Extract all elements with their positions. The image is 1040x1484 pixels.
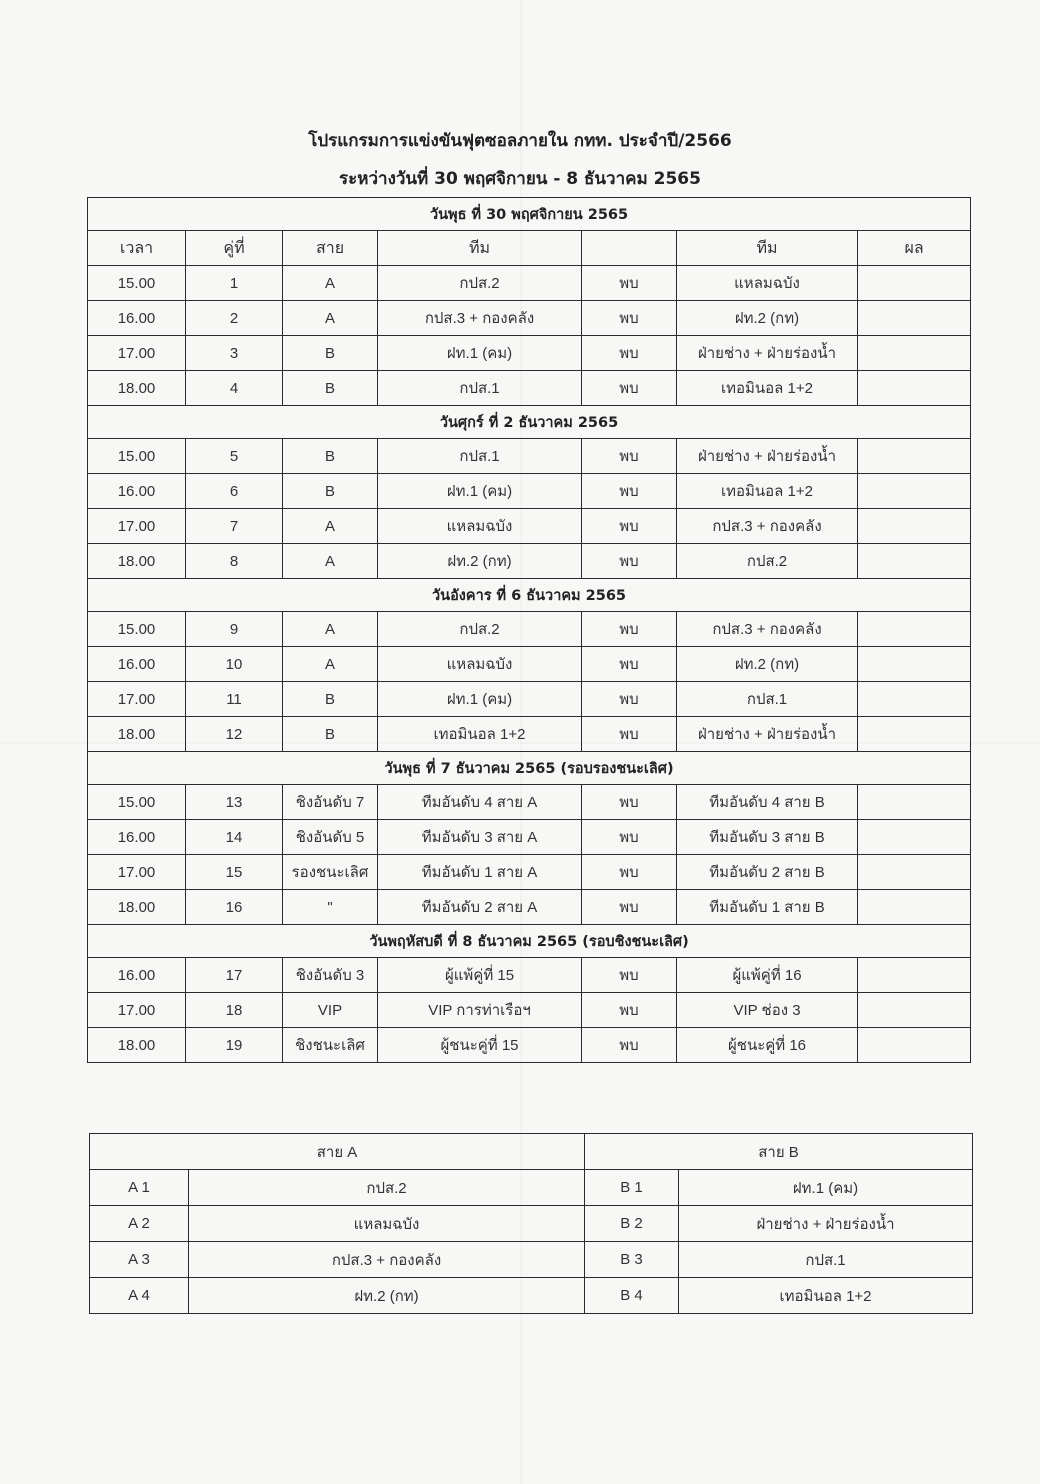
match-team-1: กปส.3 + กองคลัง [378, 301, 582, 336]
match-time: 17.00 [88, 993, 186, 1028]
match-group: B [283, 439, 378, 474]
match-team-2: เทอมินอล 1+2 [677, 474, 858, 509]
match-row [88, 371, 971, 406]
match-team-1: VIP การท่าเรือฯ [378, 993, 582, 1028]
day-header-row [88, 579, 971, 612]
match-group: A [283, 647, 378, 682]
match-team-2: ทีมอันดับ 3 สาย B [677, 820, 858, 855]
match-vs: พบ [582, 717, 677, 752]
match-row [88, 855, 971, 890]
day-label: วันศุกร์ ที่ 2 ธันวาคม 2565 [88, 406, 971, 439]
match-time: 18.00 [88, 1028, 186, 1063]
match-team-2: กปส.3 + กองคลัง [677, 509, 858, 544]
match-vs: พบ [582, 647, 677, 682]
match-vs: พบ [582, 336, 677, 371]
group-row [90, 1170, 973, 1206]
group-a-header: สาย A [90, 1134, 585, 1170]
group-b-team: ฝ่ายช่าง + ฝ่ายร่องน้ำ [679, 1206, 973, 1242]
match-row [88, 439, 971, 474]
match-team-1: กปส.1 [378, 371, 582, 406]
group-a-code: A 3 [90, 1242, 189, 1278]
match-result [858, 544, 971, 579]
match-team-1: ผู้ชนะคู่ที่ 15 [378, 1028, 582, 1063]
match-result [858, 336, 971, 371]
match-time: 18.00 [88, 717, 186, 752]
group-a-team: ฝท.2 (กท) [189, 1278, 585, 1314]
group-a-team: กปส.2 [189, 1170, 585, 1206]
match-number: 6 [186, 474, 283, 509]
group-b-team: กปส.1 [679, 1242, 973, 1278]
match-row [88, 301, 971, 336]
match-result [858, 647, 971, 682]
group-b-code: B 2 [585, 1206, 679, 1242]
column-header [582, 231, 677, 266]
day-header-row [88, 198, 971, 231]
group-row [90, 1278, 973, 1314]
column-header: เวลา [88, 231, 186, 266]
match-team-2: ผู้แพ้คู่ที่ 16 [677, 958, 858, 993]
match-group: ชิงอันดับ 7 [283, 785, 378, 820]
match-time: 17.00 [88, 855, 186, 890]
match-time: 16.00 [88, 820, 186, 855]
match-result [858, 371, 971, 406]
match-team-2: VIP ช่อง 3 [677, 993, 858, 1028]
match-team-2: กปส.1 [677, 682, 858, 717]
match-vs: พบ [582, 890, 677, 925]
match-team-1: กปส.2 [378, 266, 582, 301]
match-number: 17 [186, 958, 283, 993]
match-team-2: แหลมฉบัง [677, 266, 858, 301]
match-number: 3 [186, 336, 283, 371]
group-a-team: แหลมฉบัง [189, 1206, 585, 1242]
day-label: วันพุธ ที่ 7 ธันวาคม 2565 (รอบรองชนะเลิศ) [88, 752, 971, 785]
match-result [858, 958, 971, 993]
match-vs: พบ [582, 612, 677, 647]
match-team-1: ฝท.1 (คม) [378, 474, 582, 509]
match-time: 15.00 [88, 439, 186, 474]
match-result [858, 1028, 971, 1063]
match-result [858, 509, 971, 544]
match-vs: พบ [582, 301, 677, 336]
match-vs: พบ [582, 682, 677, 717]
match-row [88, 1028, 971, 1063]
match-number: 18 [186, 993, 283, 1028]
match-group: ชิงอันดับ 5 [283, 820, 378, 855]
match-result [858, 266, 971, 301]
match-team-1: ฝท.1 (คม) [378, 682, 582, 717]
match-time: 15.00 [88, 266, 186, 301]
match-number: 19 [186, 1028, 283, 1063]
match-team-2: กปส.3 + กองคลัง [677, 612, 858, 647]
match-team-2: ทีมอันดับ 1 สาย B [677, 890, 858, 925]
match-row [88, 820, 971, 855]
match-number: 16 [186, 890, 283, 925]
group-row [90, 1242, 973, 1278]
match-group: " [283, 890, 378, 925]
match-number: 15 [186, 855, 283, 890]
match-team-2: กปส.2 [677, 544, 858, 579]
match-time: 16.00 [88, 647, 186, 682]
match-team-1: ฝท.1 (คม) [378, 336, 582, 371]
match-number: 9 [186, 612, 283, 647]
match-row [88, 717, 971, 752]
match-group: A [283, 509, 378, 544]
match-team-1: ทีมอันดับ 2 สาย A [378, 890, 582, 925]
column-header: ทีม [378, 231, 582, 266]
match-group: ชิงอันดับ 3 [283, 958, 378, 993]
group-a-code: A 4 [90, 1278, 189, 1314]
match-number: 13 [186, 785, 283, 820]
match-row [88, 958, 971, 993]
match-group: A [283, 544, 378, 579]
match-group: B [283, 474, 378, 509]
match-time: 17.00 [88, 509, 186, 544]
group-b-code: B 1 [585, 1170, 679, 1206]
match-team-1: กปส.1 [378, 439, 582, 474]
match-row [88, 336, 971, 371]
match-result [858, 301, 971, 336]
match-team-1: ผู้แพ้คู่ที่ 15 [378, 958, 582, 993]
group-a-code: A 2 [90, 1206, 189, 1242]
match-team-2: ฝ่ายช่าง + ฝ่ายร่องน้ำ [677, 717, 858, 752]
group-header-row [90, 1134, 973, 1170]
match-number: 2 [186, 301, 283, 336]
match-row [88, 544, 971, 579]
group-a-team: กปส.3 + กองคลัง [189, 1242, 585, 1278]
match-result [858, 612, 971, 647]
match-group: B [283, 336, 378, 371]
match-team-1: เทอมินอล 1+2 [378, 717, 582, 752]
group-row [90, 1206, 973, 1242]
match-team-2: เทอมินอล 1+2 [677, 371, 858, 406]
match-number: 14 [186, 820, 283, 855]
match-time: 16.00 [88, 958, 186, 993]
match-number: 5 [186, 439, 283, 474]
match-vs: พบ [582, 1028, 677, 1063]
match-schedule-table [87, 197, 971, 1063]
match-row [88, 682, 971, 717]
match-team-1: ฝท.2 (กท) [378, 544, 582, 579]
document-subtitle: ระหว่างวันที่ 30 พฤศจิกายน - 8 ธันวาคม 2565 [339, 169, 701, 189]
match-group: A [283, 301, 378, 336]
day-label: วันพุธ ที่ 30 พฤศจิกายน 2565 [88, 198, 971, 231]
group-b-code: B 4 [585, 1278, 679, 1314]
match-group: B [283, 682, 378, 717]
match-row [88, 890, 971, 925]
match-number: 1 [186, 266, 283, 301]
match-vs: พบ [582, 785, 677, 820]
match-team-1: ทีมอันดับ 3 สาย A [378, 820, 582, 855]
day-label: วันอังคาร ที่ 6 ธันวาคม 2565 [88, 579, 971, 612]
match-time: 16.00 [88, 301, 186, 336]
group-b-team: เทอมินอล 1+2 [679, 1278, 973, 1314]
match-result [858, 993, 971, 1028]
match-team-2: ฝท.2 (กท) [677, 647, 858, 682]
match-time: 17.00 [88, 682, 186, 717]
match-team-2: ฝ่ายช่าง + ฝ่ายร่องน้ำ [677, 336, 858, 371]
match-team-2: ทีมอันดับ 4 สาย B [677, 785, 858, 820]
match-vs: พบ [582, 266, 677, 301]
match-vs: พบ [582, 958, 677, 993]
column-header: สาย [283, 231, 378, 266]
column-header: ผล [858, 231, 971, 266]
match-result [858, 682, 971, 717]
match-number: 4 [186, 371, 283, 406]
match-row [88, 266, 971, 301]
match-number: 11 [186, 682, 283, 717]
match-team-1: แหลมฉบัง [378, 509, 582, 544]
match-result [858, 439, 971, 474]
match-result [858, 785, 971, 820]
day-header-row [88, 925, 971, 958]
group-b-team: ฝท.1 (คม) [679, 1170, 973, 1206]
match-row [88, 509, 971, 544]
match-time: 15.00 [88, 785, 186, 820]
match-row [88, 474, 971, 509]
match-time: 18.00 [88, 890, 186, 925]
match-team-2: ผู้ชนะคู่ที่ 16 [677, 1028, 858, 1063]
match-vs: พบ [582, 544, 677, 579]
column-header-row [88, 231, 971, 266]
match-vs: พบ [582, 855, 677, 890]
match-number: 8 [186, 544, 283, 579]
column-header: คู่ที่ [186, 231, 283, 266]
match-group: ชิงชนะเลิศ [283, 1028, 378, 1063]
match-result [858, 855, 971, 890]
day-label: วันพฤหัสบดี ที่ 8 ธันวาคม 2565 (รอบชิงชนะเลิศ) [88, 925, 971, 958]
match-result [858, 717, 971, 752]
match-team-2: ฝ่ายช่าง + ฝ่ายร่องน้ำ [677, 439, 858, 474]
match-time: 17.00 [88, 336, 186, 371]
match-number: 7 [186, 509, 283, 544]
day-header-row [88, 752, 971, 785]
day-header-row [88, 406, 971, 439]
match-row [88, 993, 971, 1028]
match-group: B [283, 717, 378, 752]
match-row [88, 612, 971, 647]
match-team-1: ทีมอันดับ 1 สาย A [378, 855, 582, 890]
match-vs: พบ [582, 439, 677, 474]
match-time: 18.00 [88, 544, 186, 579]
match-group: A [283, 266, 378, 301]
match-vs: พบ [582, 371, 677, 406]
match-time: 18.00 [88, 371, 186, 406]
match-group: A [283, 612, 378, 647]
document-title: โปรแกรมการแข่งขันฟุตซอลภายใน กทท. ประจำปี/2566 [308, 131, 732, 151]
match-row [88, 785, 971, 820]
match-group: VIP [283, 993, 378, 1028]
match-number: 12 [186, 717, 283, 752]
match-result [858, 474, 971, 509]
match-group: B [283, 371, 378, 406]
match-time: 15.00 [88, 612, 186, 647]
match-vs: พบ [582, 993, 677, 1028]
match-group: รองชนะเลิศ [283, 855, 378, 890]
match-result [858, 890, 971, 925]
match-team-2: ฝท.2 (กท) [677, 301, 858, 336]
group-b-code: B 3 [585, 1242, 679, 1278]
group-a-code: A 1 [90, 1170, 189, 1206]
match-vs: พบ [582, 474, 677, 509]
group-b-header: สาย B [585, 1134, 973, 1170]
group-table [89, 1133, 973, 1314]
match-team-1: ทีมอันดับ 4 สาย A [378, 785, 582, 820]
match-vs: พบ [582, 820, 677, 855]
match-team-2: ทีมอันดับ 2 สาย B [677, 855, 858, 890]
match-result [858, 820, 971, 855]
match-team-1: กปส.2 [378, 612, 582, 647]
match-row [88, 647, 971, 682]
match-team-1: แหลมฉบัง [378, 647, 582, 682]
column-header: ทีม [677, 231, 858, 266]
match-number: 10 [186, 647, 283, 682]
match-time: 16.00 [88, 474, 186, 509]
match-vs: พบ [582, 509, 677, 544]
